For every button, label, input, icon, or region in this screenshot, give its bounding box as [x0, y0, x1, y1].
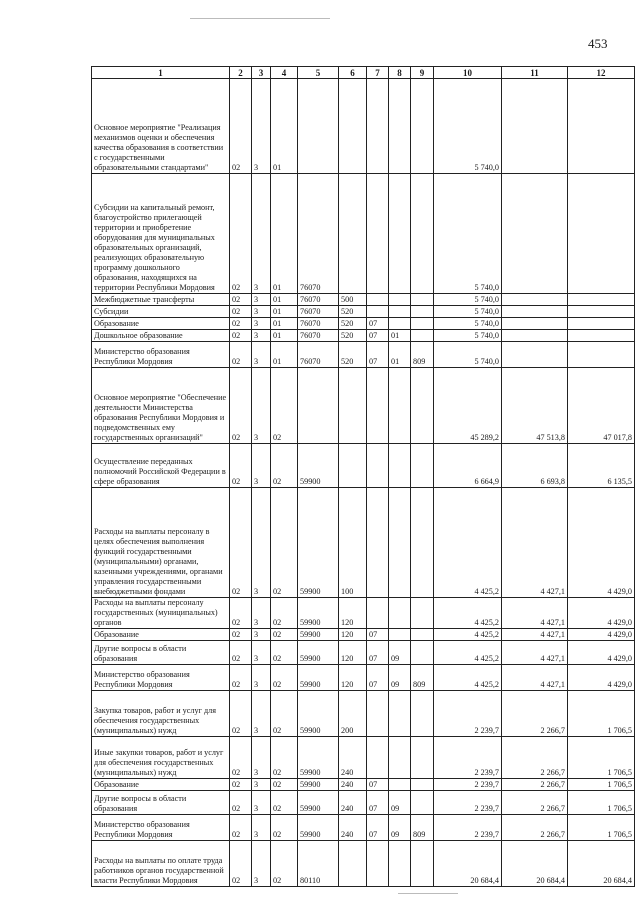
table-row — [92, 737, 635, 779]
row-value-cell — [339, 444, 367, 488]
scan-artifact-line — [398, 893, 458, 894]
row-value-cell: 1 706,5 — [568, 737, 635, 779]
row-value-cell: 01 — [271, 318, 298, 330]
table-row — [92, 330, 635, 342]
row-value-cell — [389, 691, 411, 737]
row-value-cell: 02 — [271, 737, 298, 779]
row-value-cell: 2 239,7 — [434, 737, 502, 779]
row-value-cell: 02 — [271, 815, 298, 841]
row-name-cell: Субсидии — [92, 306, 230, 318]
row-value-cell: 3 — [252, 691, 271, 737]
row-value-cell: 5 740,0 — [434, 306, 502, 318]
row-name-cell: Осуществление переданных полномочий Российской Федерации в сфере образования — [92, 444, 230, 488]
table-row — [92, 79, 635, 174]
row-value-cell: 3 — [252, 368, 271, 444]
table-body — [92, 79, 635, 887]
row-name-cell: Межбюджетные трансферты — [92, 294, 230, 306]
row-value-cell — [389, 629, 411, 641]
row-value-cell: 2 266,7 — [502, 815, 568, 841]
row-value-cell: 76070 — [298, 318, 339, 330]
row-value-cell: 20 684,4 — [568, 841, 635, 887]
row-value-cell — [502, 318, 568, 330]
row-value-cell: 02 — [271, 488, 298, 598]
row-value-cell: 4 425,2 — [434, 641, 502, 665]
row-value-cell: 07 — [367, 629, 389, 641]
row-value-cell — [367, 79, 389, 174]
table-row — [92, 691, 635, 737]
row-value-cell: 02 — [230, 791, 252, 815]
row-value-cell: 59900 — [298, 629, 339, 641]
row-value-cell — [411, 779, 434, 791]
row-value-cell: 76070 — [298, 342, 339, 368]
row-value-cell: 59900 — [298, 737, 339, 779]
row-value-cell — [367, 841, 389, 887]
row-value-cell — [389, 294, 411, 306]
row-value-cell — [389, 306, 411, 318]
row-name-cell: Основное мероприятие "Обеспечение деятельности Министерства образования Республики Мордовия и подведомственных ему государственных организаций" — [92, 368, 230, 444]
row-value-cell: 02 — [271, 665, 298, 691]
row-value-cell: 809 — [411, 342, 434, 368]
row-value-cell: 120 — [339, 629, 367, 641]
row-name-cell: Образование — [92, 779, 230, 791]
row-value-cell — [389, 737, 411, 779]
row-value-cell: 3 — [252, 294, 271, 306]
row-value-cell — [411, 629, 434, 641]
row-value-cell: 3 — [252, 779, 271, 791]
row-name-cell: Министерство образования Республики Мордовия — [92, 342, 230, 368]
row-value-cell: 59900 — [298, 665, 339, 691]
row-value-cell: 6 664,9 — [434, 444, 502, 488]
row-value-cell: 07 — [367, 665, 389, 691]
row-value-cell — [298, 79, 339, 174]
table-row — [92, 174, 635, 294]
row-value-cell: 4 427,1 — [502, 629, 568, 641]
row-value-cell: 07 — [367, 641, 389, 665]
row-value-cell — [411, 318, 434, 330]
row-name-cell: Другие вопросы в области образования — [92, 791, 230, 815]
table-row — [92, 791, 635, 815]
row-value-cell: 59900 — [298, 444, 339, 488]
row-value-cell: 02 — [271, 598, 298, 629]
row-value-cell — [339, 841, 367, 887]
row-value-cell: 3 — [252, 488, 271, 598]
row-value-cell: 02 — [271, 791, 298, 815]
row-value-cell: 6 693,8 — [502, 444, 568, 488]
row-value-cell: 4 427,1 — [502, 665, 568, 691]
row-value-cell — [389, 318, 411, 330]
row-value-cell: 3 — [252, 444, 271, 488]
table-row — [92, 629, 635, 641]
row-value-cell: 4 425,2 — [434, 665, 502, 691]
row-value-cell — [568, 318, 635, 330]
row-value-cell — [502, 330, 568, 342]
row-name-cell: Расходы на выплаты персоналу в целях обеспечения выполнения функций государственными (муниципальными) органами, казенными учреждениями, органами управления государственными внебюджетными фондами — [92, 488, 230, 598]
row-value-cell: 09 — [389, 665, 411, 691]
row-value-cell — [502, 306, 568, 318]
row-value-cell — [411, 368, 434, 444]
row-value-cell: 59900 — [298, 691, 339, 737]
row-value-cell: 3 — [252, 665, 271, 691]
row-value-cell — [568, 330, 635, 342]
row-name-cell: Расходы на выплаты персоналу государственных (муниципальных) органов — [92, 598, 230, 629]
header-cell: 11 — [502, 67, 568, 79]
row-value-cell — [411, 330, 434, 342]
row-value-cell: 02 — [271, 368, 298, 444]
row-value-cell: 02 — [230, 368, 252, 444]
row-value-cell: 59900 — [298, 815, 339, 841]
row-value-cell — [389, 368, 411, 444]
row-value-cell: 02 — [230, 641, 252, 665]
row-value-cell — [502, 342, 568, 368]
row-value-cell: 09 — [389, 791, 411, 815]
row-value-cell: 4 427,1 — [502, 598, 568, 629]
table-row — [92, 444, 635, 488]
row-value-cell: 4 425,2 — [434, 488, 502, 598]
row-value-cell: 520 — [339, 318, 367, 330]
row-name-cell: Образование — [92, 629, 230, 641]
row-value-cell — [568, 342, 635, 368]
row-value-cell: 02 — [230, 841, 252, 887]
table-row — [92, 318, 635, 330]
table-row — [92, 306, 635, 318]
row-value-cell: 520 — [339, 330, 367, 342]
row-value-cell — [339, 174, 367, 294]
row-value-cell: 59900 — [298, 641, 339, 665]
table-row — [92, 342, 635, 368]
row-value-cell: 02 — [271, 779, 298, 791]
row-value-cell: 02 — [271, 444, 298, 488]
row-value-cell: 240 — [339, 815, 367, 841]
row-value-cell: 3 — [252, 737, 271, 779]
table-row — [92, 665, 635, 691]
row-value-cell: 2 239,7 — [434, 691, 502, 737]
row-value-cell: 76070 — [298, 294, 339, 306]
row-value-cell: 4 425,2 — [434, 629, 502, 641]
row-value-cell — [389, 444, 411, 488]
row-value-cell: 59900 — [298, 779, 339, 791]
row-value-cell: 5 740,0 — [434, 79, 502, 174]
row-value-cell: 120 — [339, 598, 367, 629]
row-value-cell: 3 — [252, 815, 271, 841]
row-value-cell: 4 429,0 — [568, 598, 635, 629]
row-value-cell: 20 684,4 — [434, 841, 502, 887]
row-value-cell: 3 — [252, 79, 271, 174]
row-value-cell: 809 — [411, 815, 434, 841]
row-value-cell — [389, 79, 411, 174]
row-name-cell: Иные закупки товаров, работ и услуг для обеспечения государственных (муниципальных) нужд — [92, 737, 230, 779]
row-value-cell — [568, 306, 635, 318]
row-name-cell: Субсидии на капитальный ремонт, благоустройство прилегающей территории и приобретение оборудования для муниципальных образовательных организаций, реализующих образовательную программу дошкольного образования, находящихся на территории Республики Мордовия — [92, 174, 230, 294]
row-value-cell: 09 — [389, 815, 411, 841]
row-name-cell: Дошкольное образование — [92, 330, 230, 342]
row-value-cell: 4 429,0 — [568, 665, 635, 691]
row-name-cell: Расходы на выплаты по оплате труда работников органов государственной власти Республики Мордовия — [92, 841, 230, 887]
row-value-cell: 3 — [252, 318, 271, 330]
row-value-cell: 4 429,0 — [568, 488, 635, 598]
row-value-cell: 47 017,8 — [568, 368, 635, 444]
row-value-cell: 2 266,7 — [502, 691, 568, 737]
row-value-cell: 59900 — [298, 598, 339, 629]
row-value-cell: 2 266,7 — [502, 737, 568, 779]
budget-table — [91, 66, 635, 887]
row-value-cell: 02 — [230, 691, 252, 737]
row-value-cell: 02 — [230, 665, 252, 691]
row-value-cell: 02 — [230, 737, 252, 779]
row-value-cell — [568, 294, 635, 306]
row-value-cell: 3 — [252, 342, 271, 368]
row-value-cell: 01 — [271, 294, 298, 306]
table-row — [92, 779, 635, 791]
row-value-cell: 02 — [230, 444, 252, 488]
table-row — [92, 488, 635, 598]
row-value-cell: 80110 — [298, 841, 339, 887]
row-value-cell: 76070 — [298, 306, 339, 318]
row-value-cell: 02 — [230, 342, 252, 368]
table-row — [92, 368, 635, 444]
row-name-cell: Другие вопросы в области образования — [92, 641, 230, 665]
row-value-cell: 1 706,5 — [568, 815, 635, 841]
header-row — [92, 67, 635, 79]
row-value-cell: 02 — [230, 174, 252, 294]
row-value-cell — [411, 294, 434, 306]
row-value-cell — [411, 691, 434, 737]
row-value-cell — [367, 691, 389, 737]
row-value-cell — [411, 598, 434, 629]
row-value-cell: 4 425,2 — [434, 598, 502, 629]
row-value-cell — [389, 488, 411, 598]
row-value-cell: 02 — [271, 841, 298, 887]
row-value-cell — [367, 598, 389, 629]
row-value-cell: 100 — [339, 488, 367, 598]
row-value-cell — [367, 488, 389, 598]
row-value-cell — [389, 598, 411, 629]
row-value-cell: 01 — [271, 306, 298, 318]
row-name-cell: Образование — [92, 318, 230, 330]
row-value-cell: 2 266,7 — [502, 779, 568, 791]
row-value-cell: 1 706,5 — [568, 791, 635, 815]
row-value-cell — [367, 174, 389, 294]
row-value-cell — [367, 306, 389, 318]
row-value-cell: 02 — [271, 641, 298, 665]
row-value-cell: 5 740,0 — [434, 318, 502, 330]
row-value-cell: 02 — [271, 691, 298, 737]
row-value-cell: 07 — [367, 779, 389, 791]
table-row — [92, 815, 635, 841]
row-value-cell: 3 — [252, 791, 271, 815]
row-value-cell: 120 — [339, 665, 367, 691]
row-value-cell: 07 — [367, 318, 389, 330]
row-value-cell: 4 427,1 — [502, 641, 568, 665]
row-value-cell: 01 — [389, 342, 411, 368]
row-value-cell: 1 706,5 — [568, 691, 635, 737]
row-value-cell — [502, 79, 568, 174]
row-value-cell: 07 — [367, 342, 389, 368]
row-value-cell: 240 — [339, 737, 367, 779]
row-value-cell: 07 — [367, 791, 389, 815]
row-value-cell: 76070 — [298, 330, 339, 342]
row-value-cell: 01 — [271, 174, 298, 294]
row-value-cell: 45 289,2 — [434, 368, 502, 444]
row-value-cell — [411, 79, 434, 174]
row-value-cell: 500 — [339, 294, 367, 306]
row-name-cell: Закупка товаров, работ и услуг для обеспечения государственных (муниципальных) нужд — [92, 691, 230, 737]
row-value-cell: 02 — [230, 815, 252, 841]
row-value-cell: 02 — [230, 306, 252, 318]
row-value-cell: 02 — [271, 629, 298, 641]
row-value-cell: 01 — [271, 330, 298, 342]
scan-artifact-line — [190, 18, 330, 19]
row-value-cell: 2 239,7 — [434, 791, 502, 815]
table-row — [92, 641, 635, 665]
row-value-cell: 240 — [339, 779, 367, 791]
row-value-cell: 240 — [339, 791, 367, 815]
row-value-cell: 01 — [271, 342, 298, 368]
header-cell: 1 — [92, 67, 230, 79]
row-value-cell: 02 — [230, 294, 252, 306]
row-value-cell: 200 — [339, 691, 367, 737]
row-value-cell: 4 427,1 — [502, 488, 568, 598]
row-value-cell: 5 740,0 — [434, 330, 502, 342]
row-value-cell — [367, 737, 389, 779]
row-value-cell: 07 — [367, 815, 389, 841]
row-value-cell — [502, 174, 568, 294]
row-value-cell: 6 135,5 — [568, 444, 635, 488]
row-value-cell: 5 740,0 — [434, 294, 502, 306]
row-value-cell: 3 — [252, 174, 271, 294]
row-value-cell: 09 — [389, 641, 411, 665]
row-value-cell: 4 429,0 — [568, 629, 635, 641]
header-cell: 8 — [389, 67, 411, 79]
row-value-cell: 02 — [230, 488, 252, 598]
row-value-cell: 4 429,0 — [568, 641, 635, 665]
row-value-cell: 02 — [230, 598, 252, 629]
row-value-cell: 2 239,7 — [434, 779, 502, 791]
row-value-cell: 3 — [252, 841, 271, 887]
row-value-cell — [411, 641, 434, 665]
row-value-cell — [411, 488, 434, 598]
row-name-cell: Основное мероприятие "Реализация механизмов оценки и обеспечения качества образования в соответствии с государственными образовательными стандартами" — [92, 79, 230, 174]
row-value-cell: 01 — [271, 79, 298, 174]
row-value-cell: 02 — [230, 330, 252, 342]
row-value-cell — [389, 174, 411, 294]
row-value-cell — [411, 444, 434, 488]
row-name-cell: Министерство образования Республики Мордовия — [92, 815, 230, 841]
header-cell: 12 — [568, 67, 635, 79]
row-value-cell: 59900 — [298, 791, 339, 815]
row-value-cell: 3 — [252, 641, 271, 665]
row-value-cell — [367, 294, 389, 306]
header-cell: 6 — [339, 67, 367, 79]
row-value-cell — [367, 444, 389, 488]
row-value-cell: 3 — [252, 598, 271, 629]
row-value-cell: 520 — [339, 342, 367, 368]
row-value-cell: 5 740,0 — [434, 174, 502, 294]
row-value-cell — [339, 368, 367, 444]
row-value-cell — [411, 841, 434, 887]
row-value-cell: 3 — [252, 306, 271, 318]
row-name-cell: Министерство образования Республики Мордовия — [92, 665, 230, 691]
row-value-cell: 809 — [411, 665, 434, 691]
row-value-cell — [339, 79, 367, 174]
row-value-cell — [568, 174, 635, 294]
header-cell: 7 — [367, 67, 389, 79]
row-value-cell: 3 — [252, 330, 271, 342]
row-value-cell: 1 706,5 — [568, 779, 635, 791]
row-value-cell: 02 — [230, 779, 252, 791]
header-cell: 3 — [252, 67, 271, 79]
header-cell: 5 — [298, 67, 339, 79]
row-value-cell — [389, 841, 411, 887]
row-value-cell: 3 — [252, 629, 271, 641]
row-value-cell: 07 — [367, 330, 389, 342]
row-value-cell: 120 — [339, 641, 367, 665]
row-value-cell: 76070 — [298, 174, 339, 294]
row-value-cell — [568, 79, 635, 174]
header-cell: 2 — [230, 67, 252, 79]
row-value-cell — [411, 737, 434, 779]
table-row — [92, 294, 635, 306]
row-value-cell: 520 — [339, 306, 367, 318]
header-cell: 10 — [434, 67, 502, 79]
row-value-cell: 2 239,7 — [434, 815, 502, 841]
header-cell: 9 — [411, 67, 434, 79]
row-value-cell: 01 — [389, 330, 411, 342]
row-value-cell: 59900 — [298, 488, 339, 598]
table-row — [92, 841, 635, 887]
table-row — [92, 598, 635, 629]
row-value-cell: 2 266,7 — [502, 791, 568, 815]
row-value-cell: 47 513,8 — [502, 368, 568, 444]
row-value-cell — [298, 368, 339, 444]
row-value-cell: 02 — [230, 79, 252, 174]
row-value-cell — [411, 306, 434, 318]
row-value-cell: 20 684,4 — [502, 841, 568, 887]
header-cell: 4 — [271, 67, 298, 79]
page-number: 453 — [588, 36, 608, 51]
row-value-cell — [389, 779, 411, 791]
row-value-cell — [411, 791, 434, 815]
row-value-cell: 5 740,0 — [434, 342, 502, 368]
row-value-cell — [411, 174, 434, 294]
row-value-cell — [367, 368, 389, 444]
row-value-cell: 02 — [230, 318, 252, 330]
row-value-cell: 02 — [230, 629, 252, 641]
row-value-cell — [502, 294, 568, 306]
